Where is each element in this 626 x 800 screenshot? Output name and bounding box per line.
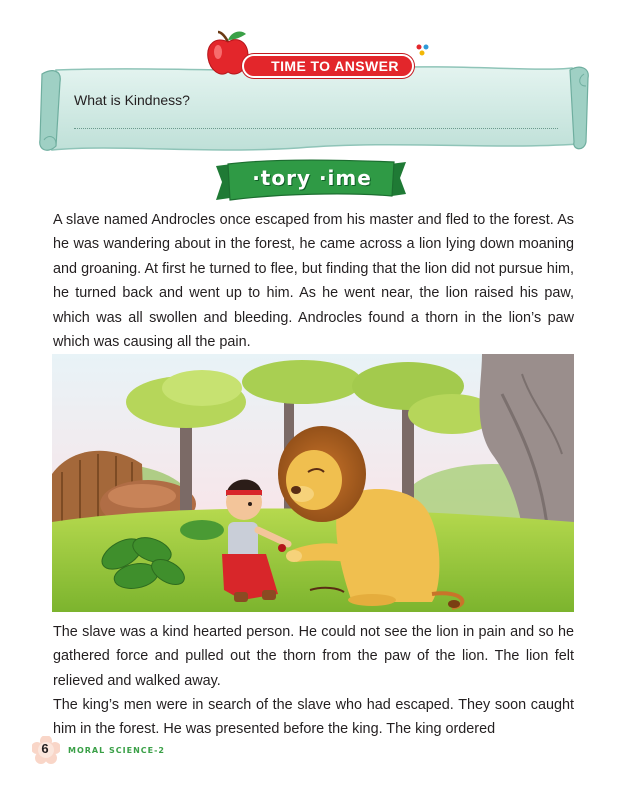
story-paragraph-3: The king’s men were in search of the slave who had escaped. They soon caught him in the forest. He was presented before the king. The king ordered (53, 697, 574, 738)
question-text: What is Kindness? (74, 92, 190, 108)
story-illustration (52, 354, 574, 612)
time-to-answer-badge (206, 28, 420, 76)
story-paragraph-2: The slave was a kind hearted person. He could not see the lion in pain and so he gathered force and pulled out the thorn from the paw of the lion. The lion felt relieved and walked away. (53, 624, 574, 689)
time-to-answer-label: TIME TO ANSWER (242, 54, 414, 78)
story-time-banner (216, 158, 406, 204)
story-time-title: ·tory ·ime (252, 166, 372, 190)
book-series-name: MORAL SCIENCE-2 (68, 746, 165, 755)
decorative-dots-icon (416, 44, 430, 56)
page-number: 6 (41, 741, 49, 756)
story-paragraph-1: A slave named Androcles once escaped from his master and fled to the forest. As he was wandering about in the forest, he came across a lion lying down moaning and groaning. At first he turned to flee, but finding that the lion did not pursue him, he turned back and went up to him. As he went near, the lion raised his paw, which was all swollen and bleeding. Androcles found a thorn in the lion’s paw which was causing all the pain. (53, 212, 574, 351)
androcles-and-lion-illustration (52, 354, 574, 612)
page-number-badge (32, 736, 60, 764)
answer-line[interactable] (74, 128, 558, 129)
